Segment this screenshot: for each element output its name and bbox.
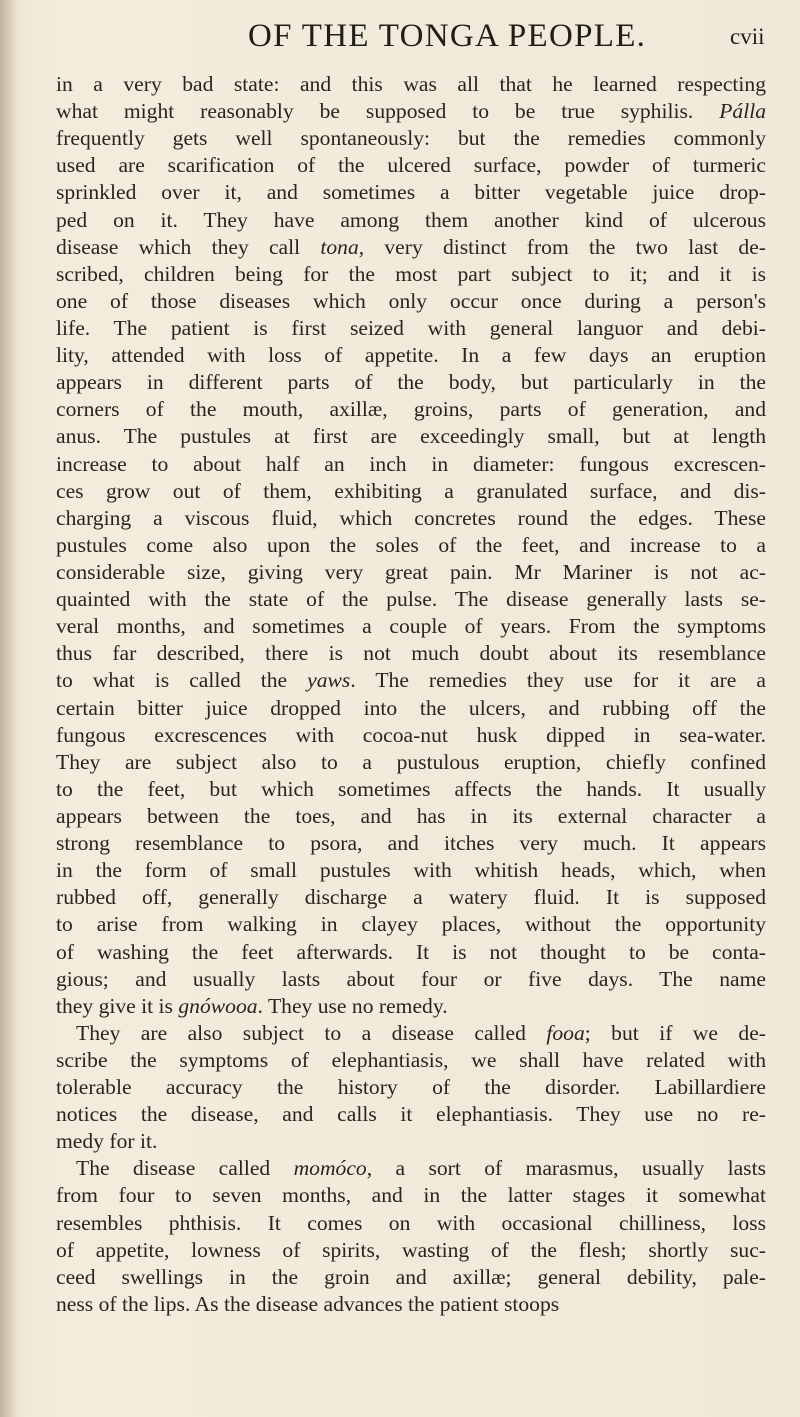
text-line-segment: , a sort of marasmus, usually lasts <box>366 1156 766 1181</box>
text-line-segment: increase to about half an inch in diameter: fungous excrescen- <box>56 451 766 476</box>
text-line-segment: life. The patient is first seized with general languor and debi- <box>56 315 766 340</box>
text-line <box>56 1020 766 1047</box>
text-line <box>56 803 766 830</box>
text-line-segment: in the form of small pustules with whitish heads, which, when <box>56 858 766 883</box>
text-line <box>56 234 766 261</box>
text-line <box>56 152 766 179</box>
text-line <box>56 1128 766 1155</box>
text-line-segment: what might reasonably be supposed to be true syphilis. <box>56 99 720 124</box>
text-line <box>56 505 766 532</box>
text-line-segment: scribed, children being for the most part subject to it; and it is <box>56 261 766 286</box>
text-line <box>56 1074 766 1101</box>
italic-term: tona <box>320 234 359 259</box>
text-line-segment: they give it is <box>56 993 179 1018</box>
text-line <box>56 640 766 667</box>
running-title: OF THE TONGA PEOPLE. <box>248 18 647 54</box>
body-text <box>56 71 766 1318</box>
text-line-segment: to what is called the <box>56 668 308 693</box>
text-line <box>56 857 766 884</box>
text-line <box>56 532 766 559</box>
text-line-segment: They are subject also to a pustulous eruption, chiefly confined <box>56 749 766 774</box>
text-line-segment: . They use no remedy. <box>257 993 448 1018</box>
italic-term: Pálla <box>719 99 766 124</box>
text-line-segment: . The remedies they use for it are a <box>350 668 766 693</box>
text-line-segment: of washing the feet afterwards. It is not thought to be conta- <box>56 939 766 964</box>
text-line <box>56 939 766 966</box>
italic-term: gnówooa <box>178 993 258 1018</box>
text-line <box>56 586 766 613</box>
text-line <box>56 369 766 396</box>
text-line-segment: appears between the toes, and has in its external character a <box>56 803 766 828</box>
text-line-segment: one of those diseases which only occur once during a person's <box>56 288 766 313</box>
text-line-segment: ces grow out of them, exhibiting a granulated surface, and dis- <box>56 478 766 503</box>
text-line <box>56 179 766 206</box>
text-line <box>56 559 766 586</box>
text-line <box>56 315 766 342</box>
text-line-segment: quainted with the state of the pulse. The disease generally lasts se- <box>56 587 766 612</box>
text-line-segment: medy for it. <box>56 1129 158 1154</box>
text-line <box>56 695 766 722</box>
text-line-segment: in a very bad state: and this was all that he learned respecting <box>56 72 766 96</box>
text-line <box>56 1047 766 1074</box>
text-line-segment: resembles phthisis. It comes on with occasional chilliness, loss <box>56 1210 766 1235</box>
text-line <box>56 71 766 98</box>
text-line-segment: from four to seven months, and in the latter stages it somewhat <box>56 1183 766 1208</box>
text-line <box>56 125 766 152</box>
text-line <box>56 749 766 776</box>
italic-term: fooa <box>546 1020 585 1045</box>
text-line <box>56 966 766 993</box>
binding-shadow <box>0 0 18 1417</box>
text-line <box>56 451 766 478</box>
text-line-segment: tolerable accuracy the history of the disorder. Labillardiere <box>56 1075 766 1100</box>
page-number: cvii <box>730 24 765 49</box>
text-line <box>56 478 766 505</box>
text-line <box>56 396 766 423</box>
text-line-segment: lity, attended with loss of appetite. In a few days an eruption <box>56 343 766 368</box>
text-line-segment: veral months, and sometimes a couple of years. From the symptoms <box>56 614 766 639</box>
text-line-segment: sprinkled over it, and sometimes a bitter vegetable juice drop- <box>56 180 766 205</box>
text-line-segment: thus far described, there is not much doubt about its resemblance <box>56 641 766 666</box>
text-line-segment: They are also subject to a disease called <box>76 1020 547 1045</box>
italic-term: momóco <box>293 1156 367 1181</box>
text-line <box>56 342 766 369</box>
text-line-segment: anus. The pustules at first are exceedingly small, but at length <box>56 424 766 449</box>
text-line-segment: ceed swellings in the groin and axillæ; general debility, pale- <box>56 1264 766 1289</box>
text-line <box>56 722 766 749</box>
text-line <box>56 288 766 315</box>
text-line <box>56 98 766 125</box>
text-line-segment: ped on it. They have among them another kind of ulcerous <box>56 207 766 232</box>
italic-term: yaws <box>307 668 351 693</box>
text-line-segment: corners of the mouth, axillæ, groins, parts of generation, and <box>56 397 766 422</box>
text-line-segment: rubbed off, generally discharge a watery fluid. It is supposed <box>56 885 766 910</box>
text-line-segment: considerable size, giving very great pain. Mr Mariner is not ac- <box>56 559 766 584</box>
text-line <box>56 1182 766 1209</box>
text-line-segment: to arise from walking in clayey places, without the opportunity <box>56 912 766 937</box>
text-line-segment: of appetite, lowness of spirits, wasting of the flesh; shortly suc- <box>56 1237 766 1262</box>
text-line-segment: frequently gets well spontaneously: but the remedies commonly <box>56 126 766 151</box>
text-line <box>56 884 766 911</box>
text-line-segment: notices the disease, and calls it elephantiasis. They use no re- <box>56 1102 766 1127</box>
text-line <box>56 207 766 234</box>
text-line <box>56 1155 766 1182</box>
text-line-segment: charging a viscous fluid, which concretes round the edges. These <box>56 505 766 530</box>
text-line-segment: ; but if we de- <box>584 1020 766 1045</box>
text-line <box>56 1264 766 1291</box>
text-line-segment: appears in different parts of the body, but particularly in the <box>56 370 766 395</box>
text-line <box>56 1291 766 1318</box>
text-line <box>56 911 766 938</box>
text-line-segment: to the feet, but which sometimes affects the hands. It usually <box>56 776 766 801</box>
text-line-segment: gious; and usually lasts about four or five days. The name <box>56 966 766 991</box>
text-line-segment: scribe the symptoms of elephantiasis, we shall have related with <box>56 1047 766 1072</box>
text-line-segment: fungous excrescences with cocoa-nut husk dipped in sea-water. <box>56 722 766 747</box>
text-line <box>56 423 766 450</box>
page-header <box>0 18 800 58</box>
text-line-segment: certain bitter juice dropped into the ulcers, and rubbing off the <box>56 695 766 720</box>
text-line <box>56 667 766 694</box>
text-line <box>56 1210 766 1237</box>
text-line-segment: The disease called <box>76 1156 294 1181</box>
text-line-segment: strong resemblance to psora, and itches very much. It appears <box>56 831 766 856</box>
text-line <box>56 261 766 288</box>
text-line-segment: used are scarification of the ulcered surface, powder of turmeric <box>56 153 766 178</box>
text-line <box>56 1237 766 1264</box>
text-line-segment: , very distinct from the two last de- <box>358 234 766 259</box>
text-line <box>56 776 766 803</box>
text-line <box>56 613 766 640</box>
text-line <box>56 993 766 1020</box>
text-line <box>56 830 766 857</box>
text-line <box>56 1101 766 1128</box>
text-line-segment: pustules come also upon the soles of the feet, and increase to a <box>56 532 766 557</box>
text-line-segment: ness of the lips. As the disease advances the patient stoops <box>56 1291 560 1316</box>
text-line-segment: disease which they call <box>56 234 321 259</box>
